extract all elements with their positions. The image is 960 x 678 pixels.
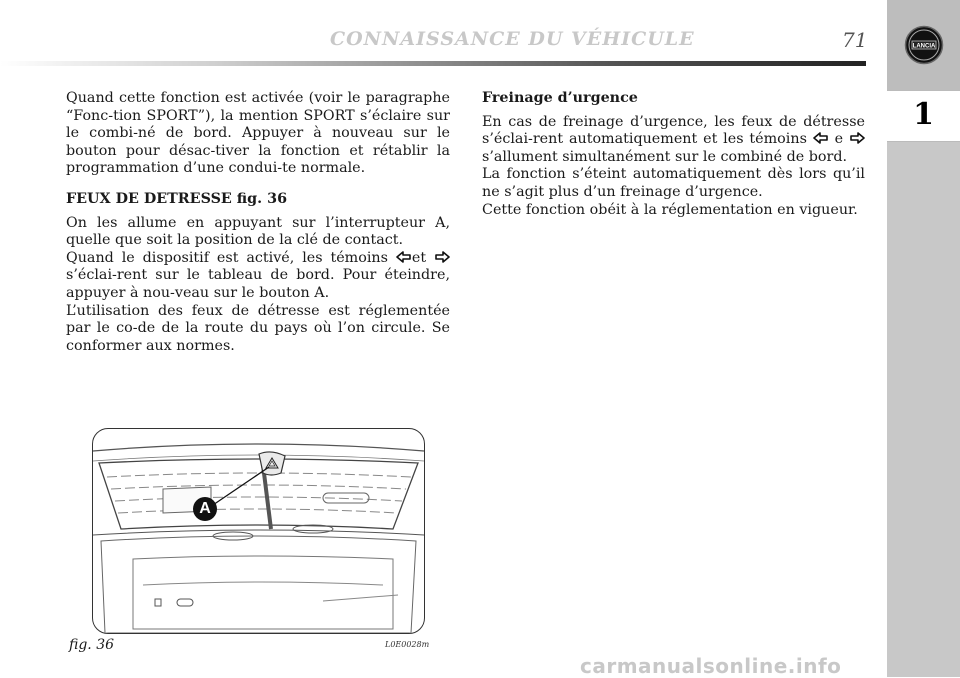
braking-text-2: La fonction s’éteint automatiquement dès lors qu’il ne s’agit plus d’un freinage d’urgence. [482, 166, 865, 200]
hazard-paragraph [66, 215, 450, 356]
hazard-text-b-and: et [411, 249, 427, 266]
hazard-text-b-end: s’éclai-rent sur le tableau de bord. Pour éteindre, appuyer à nou-veau sur le bouton A. [66, 267, 450, 301]
logo-text: LANCIA [912, 43, 936, 50]
hazard-text-c: L’utilisation des feux de détresse est réglementée par le co-de de la route du pays où l’on circule. Se conformer aux normes. [66, 302, 450, 354]
callout-a-badge [193, 497, 217, 521]
right-arrow-icon [434, 251, 450, 263]
figure-caption: fig. 36 [69, 637, 115, 653]
right-arrow-icon [849, 132, 865, 144]
intro-paragraph: Quand cette fonction est activée (voir le paragraphe “Fonc-tion SPORT”), la mention SPORT s’éclaire sur le combi-né de bord. Appuyer à nouveau sur le bouton pour désac-tiver la fonction et rétablir la programmation d’une condui-te normale. [66, 90, 450, 177]
left-column [66, 90, 450, 355]
page-number: 71 [842, 28, 868, 52]
sidebar-logo-box [887, 0, 960, 90]
emergency-braking-paragraph [482, 114, 865, 220]
callout-a-label: A [199, 500, 211, 517]
figure-code: L0E0028m [385, 640, 430, 649]
header-rule [0, 61, 866, 66]
braking-text-end: s’allument simultanément sur le combiné de bord. [482, 148, 848, 165]
braking-text-start: En cas de freinage d’urgence, les feux de détresse s’éclai-rent automatiquement et les témoins [482, 113, 865, 148]
chapter-number: 1 [913, 97, 934, 132]
sidebar [887, 0, 960, 677]
watermark: carmanualsonline.info [580, 654, 842, 678]
hazard-text-b-start: Quand le dispositif est activé, les témoins [66, 249, 388, 266]
hazard-text-a: On les allume en appuyant sur l’interrupteur A, quelle que soit la position de la clé de contact. [66, 214, 450, 249]
right-column [482, 90, 865, 232]
left-arrow-icon [813, 132, 829, 144]
braking-text-3: Cette fonction obéit à la réglementation en vigueur. [482, 201, 858, 218]
left-arrow-icon [396, 251, 412, 263]
lancia-logo-icon [904, 25, 944, 65]
chapter-tab [887, 90, 960, 142]
section-heading: FEUX DE DETRESSE fig. 36 [66, 190, 288, 207]
figure-36 [92, 428, 425, 634]
header-title: CONNAISSANCE DU VÉHICULE [330, 28, 695, 50]
emergency-braking-heading: Freinage d’urgence [482, 90, 638, 106]
braking-text-and: e [834, 131, 844, 148]
dashboard-illustration [93, 429, 424, 633]
